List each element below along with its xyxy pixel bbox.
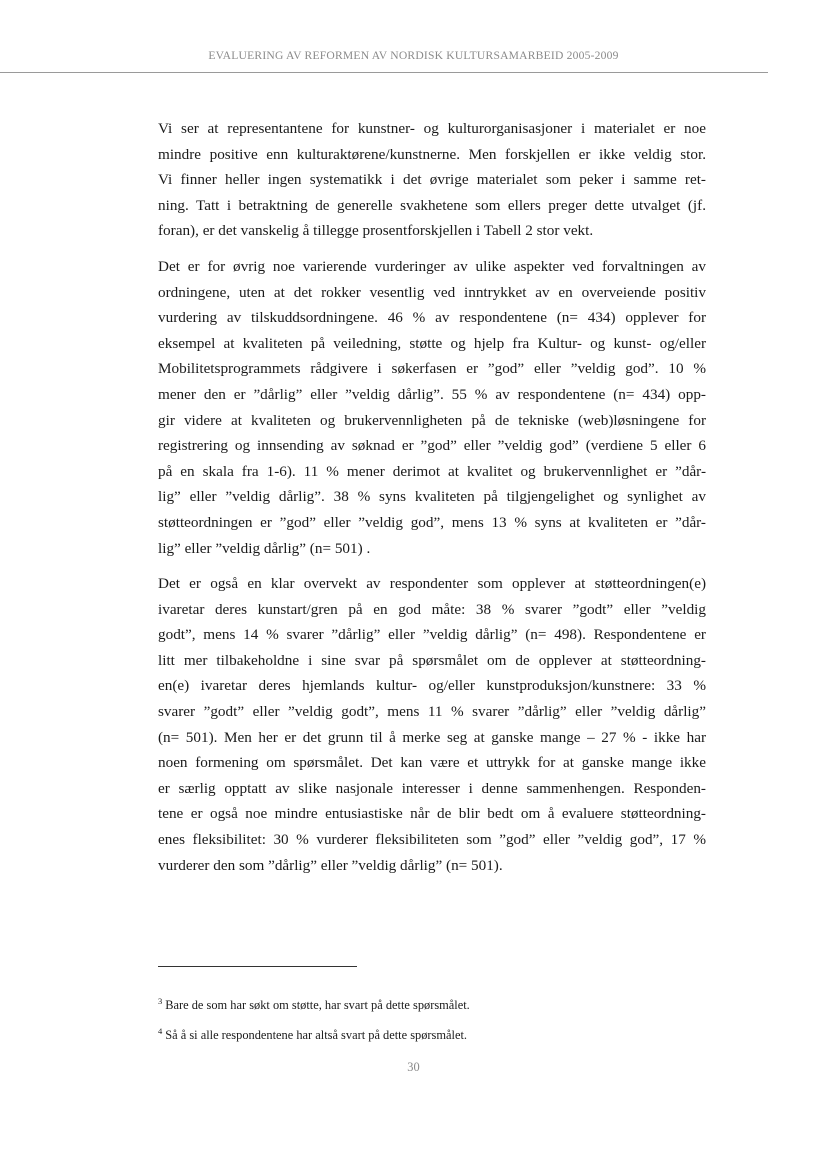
body-text <box>158 116 706 888</box>
text-line: lig” eller ”veldig dårlig” (n= 501) . <box>158 539 371 557</box>
text-line: godt”, mens 14 % svarer ”dårlig” eller ”veldig dårlig” (n= 498). Respondentene er <box>158 626 706 644</box>
text-line: Det er for øvrig noe varierende vurderinger av ulike aspekter ved forvaltningen av <box>158 257 706 275</box>
footnote-number: 3 <box>158 996 163 1006</box>
header-divider <box>0 72 768 73</box>
text-line: lig” eller ”veldig dårlig”. 38 % syns kvaliteten på tilgjengelighet og synlighet av <box>158 488 706 506</box>
text-line: eksempel at kvaliteten på veiledning, støtte og hjelp fra Kultur- og kunst- og/eller <box>158 334 706 352</box>
text-line: mener den er ”dårlig” eller ”veldig dårlig”. 55 % av respondentene (n= 434) opp- <box>158 385 706 403</box>
footnote-divider <box>158 966 357 967</box>
footnote-text: Bare de som har søkt om støtte, har svart på dette spørsmålet. <box>165 998 470 1012</box>
text-line: vurdering av tilskuddsordningene. 46 % av respondentene (n= 434) opplever for <box>158 309 706 327</box>
text-line: Mobilitetsprogrammets rådgivere i søkerfasen er ”god” eller ”veldig god”. 10 % <box>158 360 706 378</box>
footnote-text: Så å si alle respondentene har altså svart på dette spørsmålet. <box>165 1028 467 1042</box>
footnote-4 <box>158 1023 467 1043</box>
text-line: ordningene, uten at det rokker vesentlig ved inntrykket av en overveiende positiv <box>158 283 706 301</box>
text-line: er særlig opptatt av slike nasjonale interesser i denne sammenhengen. Responden- <box>158 779 706 797</box>
text-line: litt mer tilbakeholdne i sine svar på spørsmålet om de opplever at støtteordning- <box>158 651 706 669</box>
text-line: noen formening om spørsmålet. Det kan være et uttrykk for at ganske mange ikke <box>158 754 706 772</box>
page-number: 30 <box>407 1060 420 1074</box>
text-line: enes fleksibilitet: 30 % vurderer fleksibiliteten som ”god” eller ”veldig god”, 17 % <box>158 831 706 849</box>
text-line: Vi ser at representantene for kunstner- og kulturorganisasjoner i materialet er noe <box>158 120 706 137</box>
text-line: registrering og innsending av søknad er ”god” eller ”veldig god” (verdiene 5 eller 6 <box>158 437 706 455</box>
footnote-number: 4 <box>158 1026 163 1036</box>
paragraph-2 <box>158 254 706 561</box>
running-header: EVALUERING AV REFORMEN AV NORDISK KULTURSAMARBEID 2005-2009 <box>208 49 619 62</box>
text-line: Det er også en klar overvekt av respondenter som opplever at støtteordningen(e) <box>158 575 706 593</box>
text-line: foran), er det vanskelig å tillegge prosentforskjellen i Tabell 2 stor vekt. <box>158 222 594 240</box>
text-line: (n= 501). Men her er det grunn til å merke seg at ganske mange – 27 % - ikke har <box>158 728 706 746</box>
paragraph-1 <box>158 116 706 244</box>
text-line: på en skala fra 1-6). 11 % mener derimot at kvalitet og brukervennlighet er ”dår- <box>158 462 706 480</box>
paragraph-3 <box>158 571 706 878</box>
text-line: ivaretar deres kunstart/gren på en god måte: 38 % svarer ”godt” eller ”veldig <box>158 600 706 618</box>
text-line: ning. Tatt i betraktning de generelle svakhetene som ellers preger dette utvalget (jf. <box>158 196 706 214</box>
text-line: en(e) ivaretar deres hjemlands kultur- og/eller kunstproduksjon/kunstnere: 33 % <box>158 677 706 695</box>
text-line: tene er også noe mindre entusiastiske når de blir bedt om å evaluere støtteordning- <box>158 805 706 823</box>
text-line: mindre positive enn kulturaktørene/kunstnerne. Men forskjellen er ikke veldig stor. <box>158 145 706 163</box>
footnote-3 <box>158 993 470 1013</box>
text-line: gir videre at kvaliteten og brukervennligheten på de tekniske (web)løsningene for <box>158 411 706 429</box>
text-line: vurderer den som ”dårlig” eller ”veldig dårlig” (n= 501). <box>158 856 503 874</box>
text-line: støtteordningen er ”god” eller ”veldig god”, mens 13 % syns at kvaliteten er ”dår- <box>158 513 706 531</box>
text-line: Vi finner heller ingen systematikk i det øvrige materialet som peker i samme ret- <box>158 171 706 189</box>
text-line: svarer ”godt” eller ”veldig godt”, mens 11 % svarer ”dårlig” eller ”veldig dårlig” <box>158 703 706 721</box>
